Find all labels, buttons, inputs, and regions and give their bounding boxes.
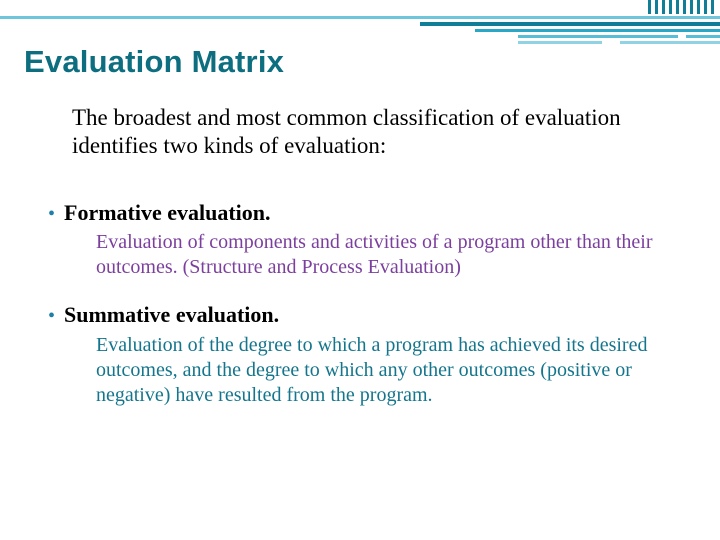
deco-tick [711,0,714,14]
deco-tick [697,0,700,14]
deco-tick [669,0,672,14]
deco-tick [648,0,651,14]
bullet-heading: Formative evaluation. [64,200,271,226]
deco-tick [683,0,686,14]
deco-tick [662,0,665,14]
deco-tick [690,0,693,14]
deco-bar [420,22,720,26]
list-item [48,302,696,328]
deco-hairline [0,16,720,19]
slide-header-decoration [0,0,720,50]
deco-bar [620,41,720,44]
bullet-body: Evaluation of components and activities of a program other than their outcomes. (Structure and Process Evaluation) [96,231,653,279]
slide-body [48,104,696,408]
bullet-body: Evaluation of the degree to which a program has achieved its desired outcomes, and the degree to which any other outcomes (positive or negative) have resulted from the program. [96,333,648,406]
list-item [48,200,696,226]
bullet-dot-icon: • [48,203,56,226]
page-title: Evaluation Matrix [24,44,285,79]
bullet-dot-icon: • [48,305,56,328]
deco-bar [475,29,720,32]
deco-tick [676,0,679,14]
bullet-heading: Summative evaluation. [64,302,280,328]
deco-tick [704,0,707,14]
deco-bar [518,41,602,44]
deco-bar [518,35,678,38]
deco-bar [686,35,720,38]
intro-paragraph: The broadest and most common classification of evaluation identifies two kinds of evaluation: [72,105,621,159]
deco-tick [655,0,658,14]
